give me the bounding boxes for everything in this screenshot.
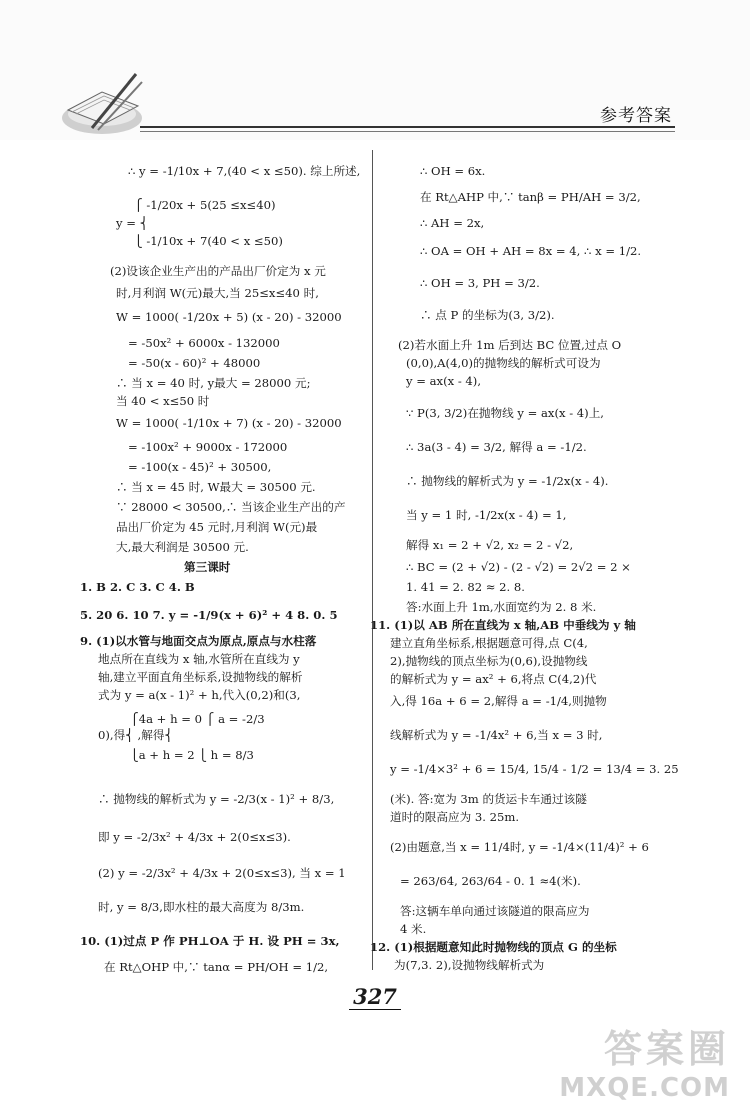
- text-line: ⎧4a + h = 0 ⎧ a = -2/3: [130, 712, 265, 726]
- text-line: y = ax(x - 4),: [406, 374, 482, 388]
- text-line: 式为 y = a(x - 1)² + h,代入(0,2)和(3,: [98, 688, 301, 702]
- text-line: ∴ OH = 6x.: [420, 164, 486, 178]
- text-line: 道时的限高应为 3. 25m.: [390, 810, 520, 824]
- text-line: (2)设该企业生产出的产品出厂价定为 x 元: [110, 264, 326, 278]
- text-line: 2),抛物线的顶点坐标为(0,6),设抛物线: [390, 654, 588, 668]
- text-line: (0,0),A(4,0)的抛物线的解析式可设为: [406, 356, 601, 370]
- text-line: 1. 41 = 2. 82 ≈ 2. 8.: [406, 580, 525, 594]
- text-line: 建立直角坐标系,根据题意可得,点 C(4,: [390, 636, 588, 650]
- text-line: 为(7,3. 2),设抛物线解析式为: [394, 958, 545, 972]
- text-line: ∴ AH = 2x,: [420, 216, 485, 230]
- text-line: 当 y = 1 时, -1/2x(x - 4) = 1,: [406, 508, 567, 522]
- text-line: = -100(x - 45)² + 30500,: [128, 460, 272, 474]
- text-line: 当 40 < x≤50 时: [116, 394, 210, 408]
- text-line: = -50x² + 6000x - 132000: [128, 336, 280, 350]
- watermark-line1: 答案圈: [603, 1027, 730, 1071]
- watermark: [559, 1018, 730, 1103]
- text-line: ∴ y = -1/10x + 7,(40 < x ≤50). 综上所述,: [128, 164, 361, 178]
- header-rule: [140, 126, 675, 128]
- text-line: ∴ 点 P 的坐标为(3, 3/2).: [420, 308, 555, 322]
- text-line: (米). 答:宽为 3m 的货运卡车通过该隧: [390, 792, 587, 806]
- text-line: W = 1000( -1/20x + 5) (x - 20) - 32000: [116, 310, 342, 324]
- text-line: ∴ OH = 3, PH = 3/2.: [420, 276, 540, 290]
- text-line: 入,得 16a + 6 = 2,解得 a = -1/4,则抛物: [390, 694, 607, 708]
- text-line: 线解析式为 y = -1/4x² + 6,当 x = 3 时,: [390, 728, 603, 742]
- text-line: ∴ 抛物线的解析式为 y = -2/3(x - 1)² + 8/3,: [98, 792, 335, 806]
- text-line: 在 Rt△OHP 中,∵ tanα = PH/OH = 1/2,: [104, 960, 329, 974]
- text-line: 时, y = 8/3,即水柱的最大高度为 8/3m.: [98, 900, 305, 914]
- text-line: 12. (1)根据题意知此时抛物线的顶点 G 的坐标: [370, 940, 617, 954]
- text-line: 地点所在直线为 x 轴,水管所在直线为 y: [98, 652, 300, 666]
- text-line: 0),得⎨ ,解得⎨: [98, 728, 174, 742]
- column-divider: [372, 150, 373, 970]
- text-line: = 263/64, 263/64 - 0. 1 ≈4(米).: [400, 874, 581, 888]
- text-line: 在 Rt△AHP 中,∵ tanβ = PH/AH = 3/2,: [420, 190, 641, 204]
- text-line: ⎩ -1/10x + 7(40 < x ≤50): [134, 234, 283, 248]
- book-pen-logo: [58, 62, 146, 142]
- text-line: 9. (1)以水管与地面交点为原点,原点与水柱落: [80, 634, 317, 648]
- text-line: (2) y = -2/3x² + 4/3x + 2(0≤x≤3), 当 x = 1: [98, 866, 346, 880]
- page-number: [0, 984, 750, 1009]
- text-line: ∴ OA = OH + AH = 8x = 4, ∴ x = 1/2.: [420, 244, 642, 258]
- page-number-text: 327: [349, 984, 401, 1010]
- text-line: 第三课时: [184, 560, 231, 574]
- text-line: ∴ 抛物线的解析式为 y = -1/2x(x - 4).: [406, 474, 609, 488]
- text-line: 5. 20 6. 10 7. y = -1/9(x + 6)² + 4 8. 0. 5: [80, 608, 338, 622]
- text-line: = -100x² + 9000x - 172000: [128, 440, 288, 454]
- text-line: W = 1000( -1/10x + 7) (x - 20) - 32000: [116, 416, 342, 430]
- text-line: 4 米.: [400, 922, 427, 936]
- text-line: (2)由题意,当 x = 11/4时, y = -1/4×(11/4)² + 6: [390, 840, 649, 854]
- text-line: 答:这辆车单向通过该隧道的限高应为: [400, 904, 590, 918]
- text-line: 1. B 2. C 3. C 4. B: [80, 580, 195, 594]
- text-line: 时,月利润 W(元)最大,当 25≤x≤40 时,: [116, 286, 319, 300]
- text-line: ⎩a + h = 2 ⎩ h = 8/3: [130, 748, 254, 762]
- text-line: 品出厂价定为 45 元时,月利润 W(元)最: [116, 520, 318, 534]
- text-line: 轴,建立平面直角坐标系,设抛物线的解析: [98, 670, 303, 684]
- text-line: ∴ 当 x = 40 时, y最大 = 28000 元;: [116, 376, 311, 390]
- text-line: (2)若水面上升 1m 后到达 BC 位置,过点 O: [398, 338, 622, 352]
- text-line: y = ⎨: [116, 216, 149, 230]
- header-rule-thin: [140, 131, 675, 132]
- text-line: ∵ 28000 < 30500,∴ 当该企业生产出的产: [116, 500, 346, 514]
- text-line: = -50(x - 60)² + 48000: [128, 356, 261, 370]
- text-line: 10. (1)过点 P 作 PH⊥OA 于 H. 设 PH = 3x,: [80, 934, 340, 948]
- header-title: 参考答案: [600, 106, 672, 126]
- text-line: ∴ BC = (2 + √2) - (2 - √2) = 2√2 = 2 ×: [406, 560, 631, 574]
- watermark-line2: MXQE.COM: [559, 1073, 730, 1103]
- text-line: ⎧ -1/20x + 5(25 ≤x≤40): [134, 198, 276, 212]
- text-line: ∴ 3a(3 - 4) = 3/2, 解得 a = -1/2.: [406, 440, 587, 454]
- text-line: 解得 x₁ = 2 + √2, x₂ = 2 - √2,: [406, 538, 574, 552]
- text-line: 即 y = -2/3x² + 4/3x + 2(0≤x≤3).: [98, 830, 291, 844]
- text-line: 11. (1)以 AB 所在直线为 x 轴,AB 中垂线为 y 轴: [370, 618, 636, 632]
- text-line: ∴ 当 x = 45 时, W最大 = 30500 元.: [116, 480, 316, 494]
- text-line: y = -1/4×3² + 6 = 15/4, 15/4 - 1/2 = 13/4 = 3. 25: [390, 762, 679, 776]
- text-line: 答:水面上升 1m,水面宽约为 2. 8 米.: [406, 600, 597, 614]
- text-line: 大,最大利润是 30500 元.: [116, 540, 249, 554]
- text-line: ∵ P(3, 3/2)在抛物线 y = ax(x - 4)上,: [406, 406, 604, 420]
- text-line: 的解析式为 y = ax² + 6,将点 C(4,2)代: [390, 672, 597, 686]
